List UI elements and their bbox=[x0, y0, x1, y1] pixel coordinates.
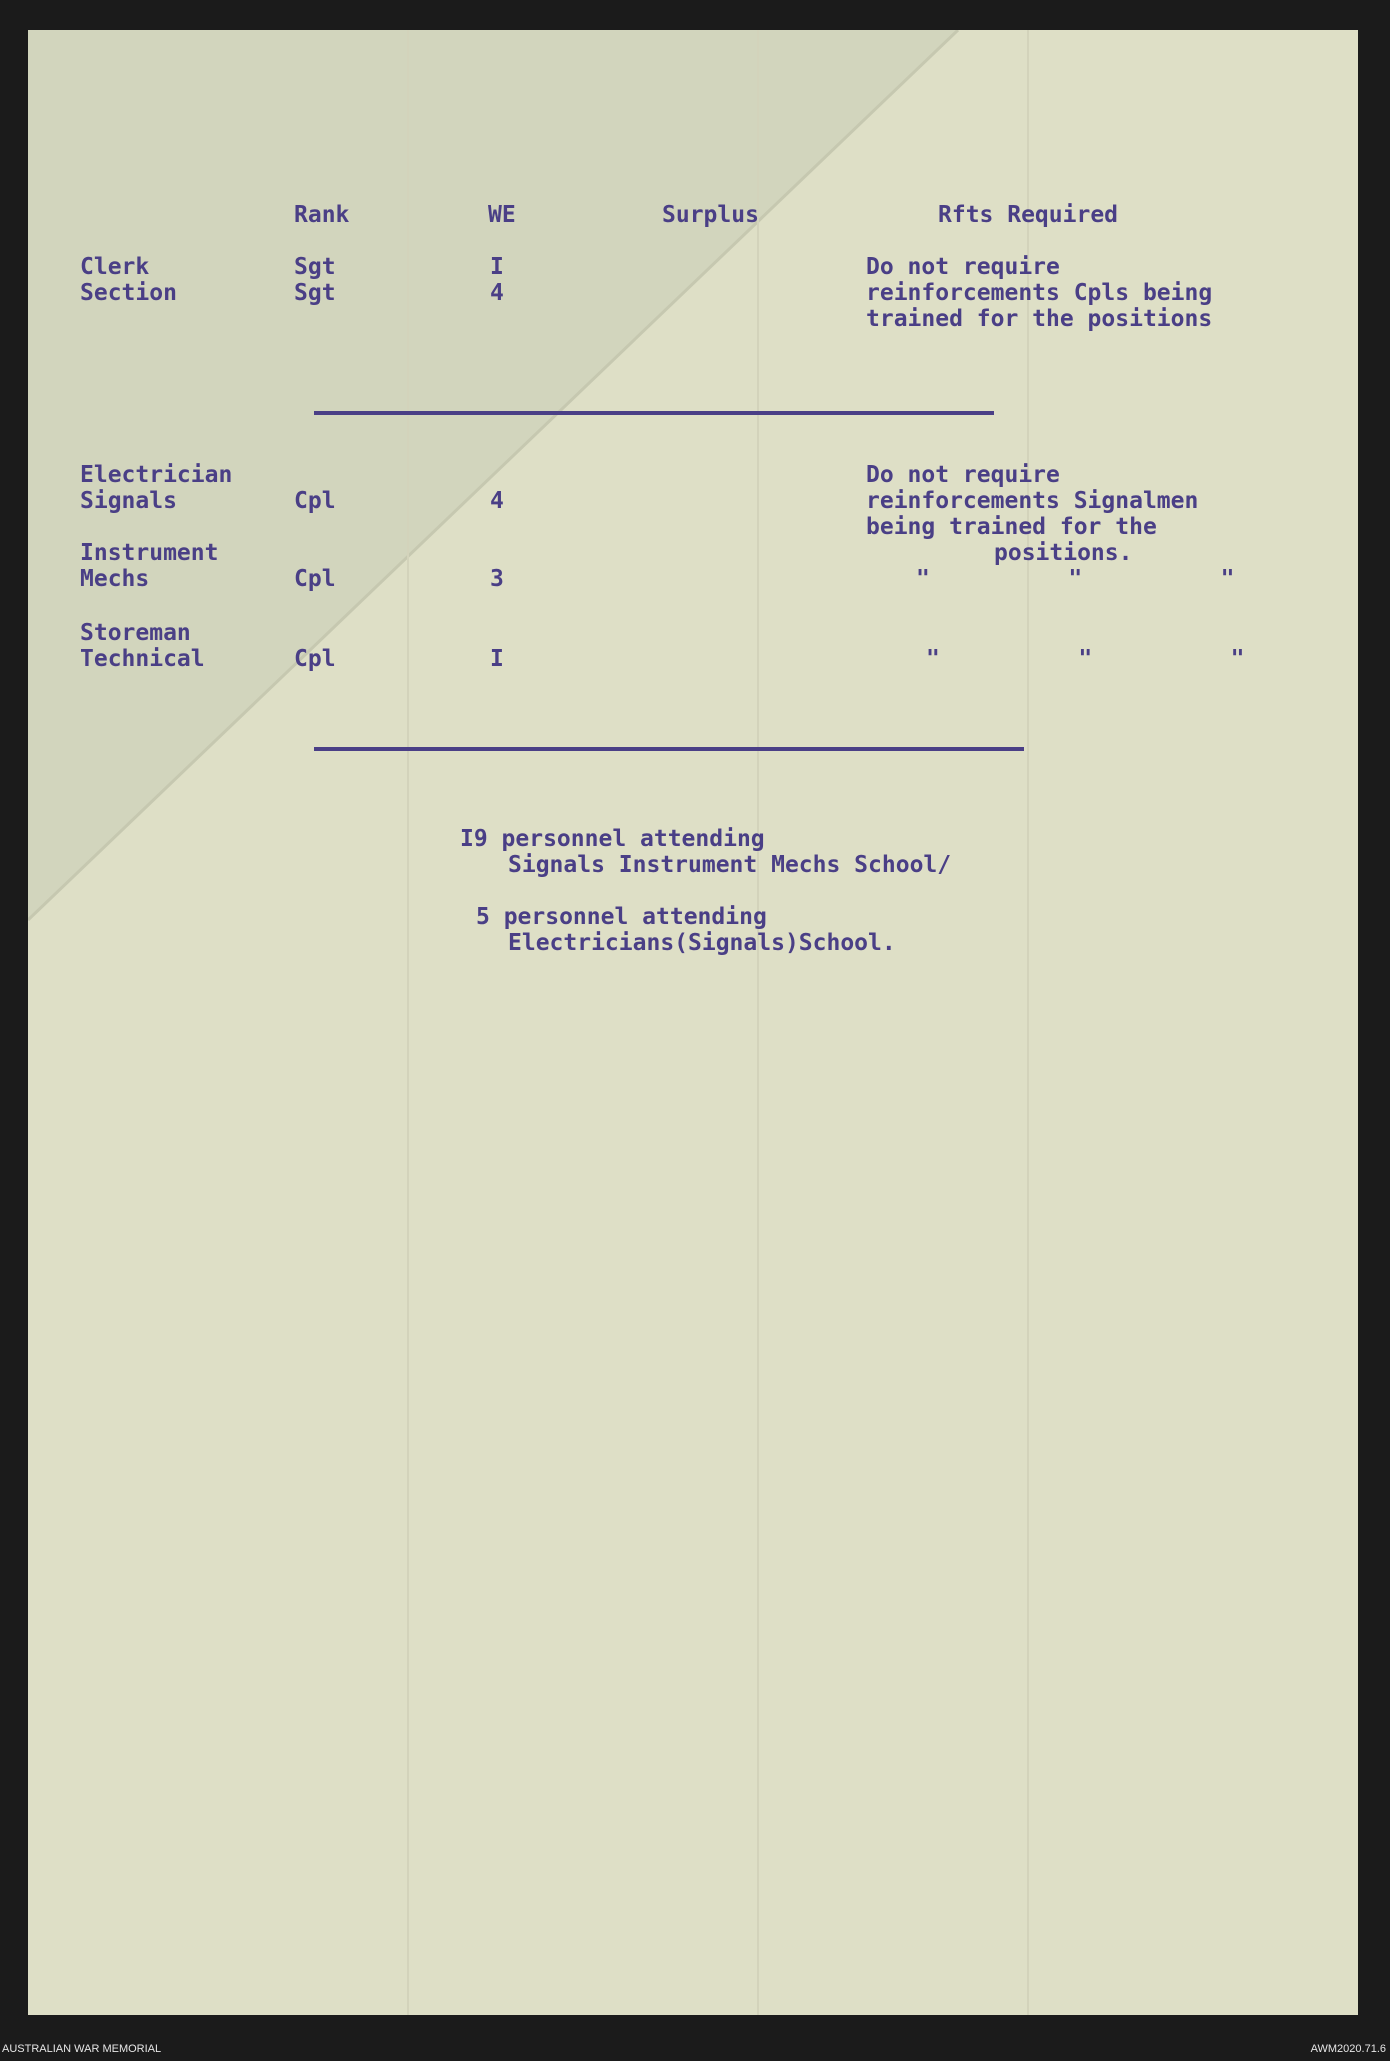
storeman-label-1: Storeman bbox=[80, 620, 191, 646]
header-surplus: Surplus bbox=[662, 202, 759, 228]
document-page bbox=[28, 30, 1358, 2015]
instrument-ditto: " " " bbox=[916, 566, 1235, 592]
storeman-ditto: " " " bbox=[926, 646, 1245, 672]
electrician-note-1: Do not require bbox=[866, 462, 1060, 488]
section-divider-2 bbox=[314, 747, 1024, 751]
instrument-label-1: Instrument bbox=[80, 540, 219, 566]
electrician-we: 4 bbox=[490, 488, 504, 514]
note-1-line-2: Signals Instrument Mechs School/ bbox=[508, 852, 952, 878]
instrument-we: 3 bbox=[490, 566, 504, 592]
footer-right: AWM2020.71.6 bbox=[1310, 2043, 1386, 2055]
electrician-label-2: Signals bbox=[80, 488, 177, 514]
clerk-rank-1: Sgt bbox=[294, 254, 336, 280]
electrician-label-1: Electrician bbox=[80, 462, 233, 488]
clerk-label-1: Clerk bbox=[80, 254, 150, 280]
instrument-rank: Cpl bbox=[294, 566, 336, 592]
electrician-note-3: being trained for the bbox=[866, 514, 1157, 540]
note-2-line-1: 5 personnel attending bbox=[476, 904, 767, 930]
footer-left: AUSTRALIAN WAR MEMORIAL bbox=[2, 2043, 162, 2055]
header-rank: Rank bbox=[294, 202, 350, 228]
storeman-label-2: Technical bbox=[80, 646, 205, 672]
section-divider-1 bbox=[314, 411, 994, 415]
header-rfts-required: Rfts Required bbox=[938, 202, 1119, 228]
instrument-label-2: Mechs bbox=[80, 566, 150, 592]
storeman-rank: Cpl bbox=[294, 646, 336, 672]
clerk-label-2: Section bbox=[80, 280, 177, 306]
storeman-we: I bbox=[490, 646, 504, 672]
header-we: WE bbox=[488, 202, 516, 228]
electrician-note-4: positions. bbox=[994, 540, 1133, 566]
archive-footer bbox=[0, 2038, 1390, 2061]
clerk-note-2: reinforcements Cpls being bbox=[866, 280, 1213, 306]
clerk-note-3: trained for the positions bbox=[866, 306, 1213, 332]
clerk-we-1: I bbox=[490, 254, 504, 280]
electrician-rank: Cpl bbox=[294, 488, 336, 514]
clerk-rank-2: Sgt bbox=[294, 280, 336, 306]
note-2-line-2: Electricians(Signals)School. bbox=[508, 930, 896, 956]
electrician-note-2: reinforcements Signalmen bbox=[866, 488, 1199, 514]
clerk-we-2: 4 bbox=[490, 280, 504, 306]
clerk-note-1: Do not require bbox=[866, 254, 1060, 280]
note-1-line-1: I9 personnel attending bbox=[460, 826, 765, 852]
